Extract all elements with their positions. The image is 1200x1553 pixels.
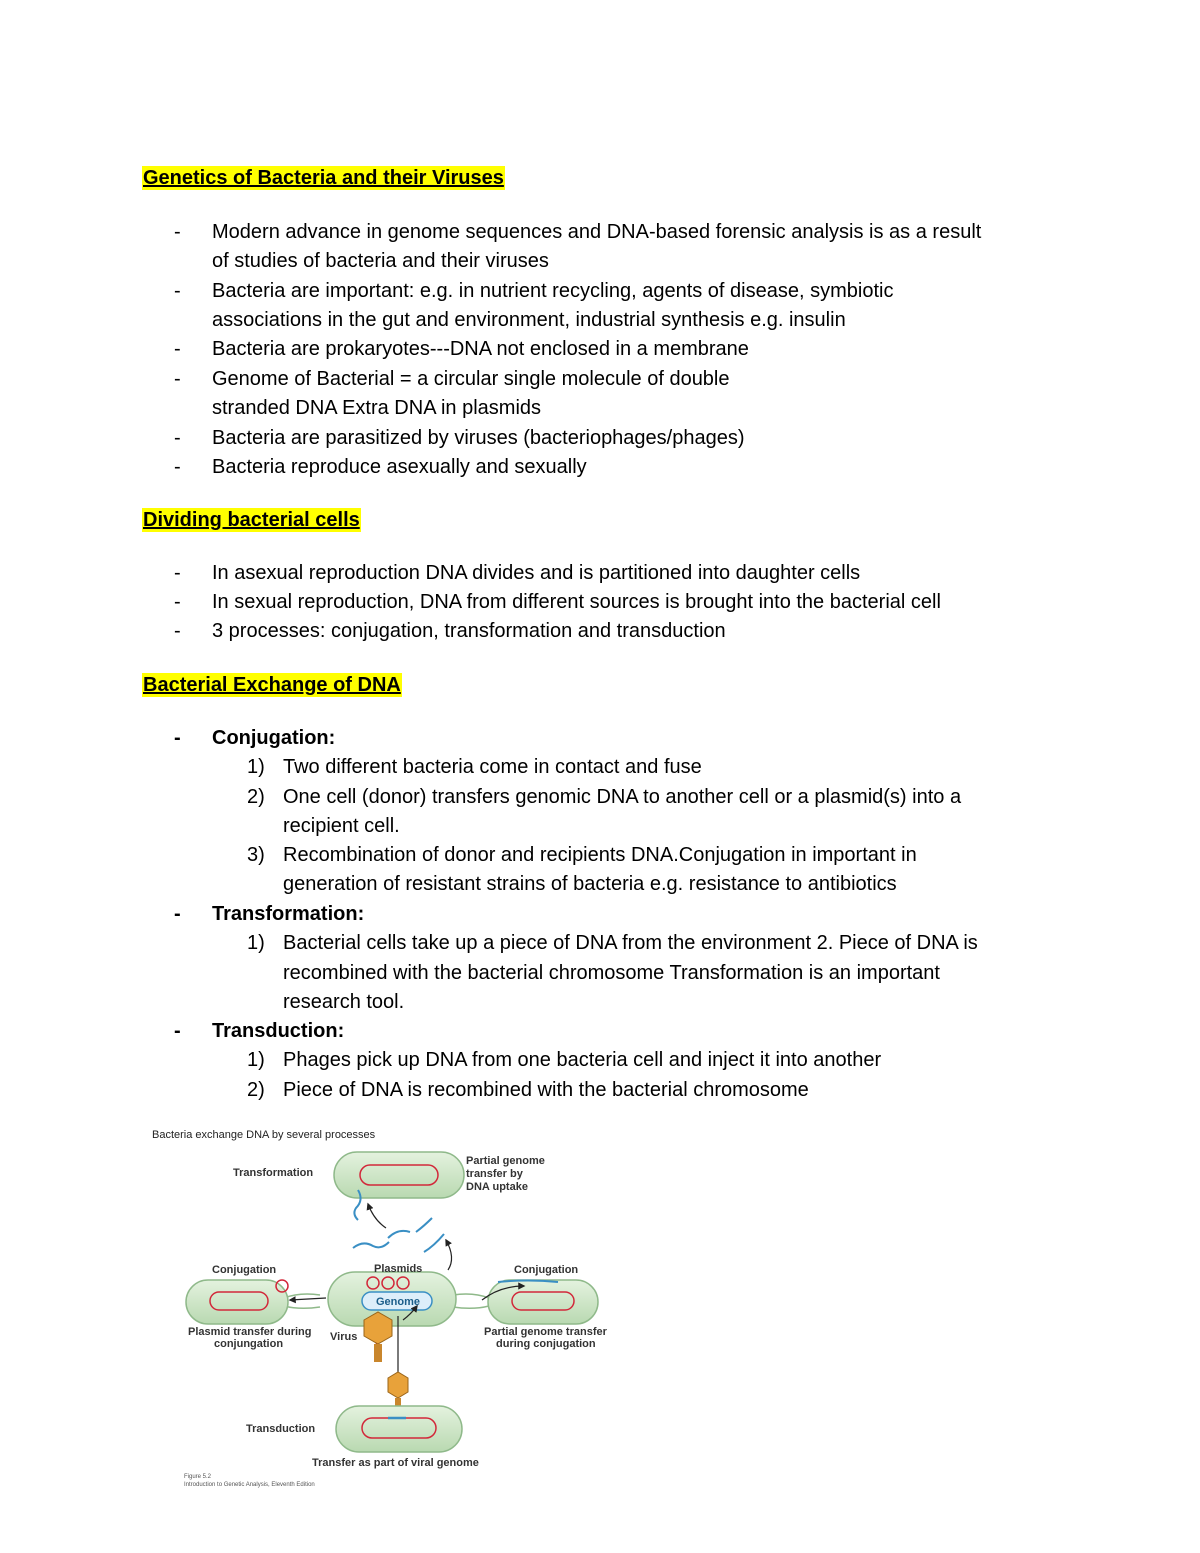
transduction-label: Transduction: xyxy=(212,1020,345,1042)
section-heading-genetics: Genetics of Bacteria and their Viruses xyxy=(143,167,504,189)
list-item: research tool. xyxy=(283,991,405,1013)
plasmid-transfer-label: Plasmid transfer during xyxy=(188,1326,312,1338)
figure-caption: Introduction to Genetic Analysis, Eleventh Edition xyxy=(184,1482,315,1488)
list-number: 1) xyxy=(247,756,265,778)
bullet-dash: - xyxy=(174,427,181,449)
bullet-text: of studies of bacteria and their viruses xyxy=(212,250,549,272)
conjugation-label: Conjugation: xyxy=(212,727,336,749)
bullet-text: Bacteria are prokaryotes---DNA not enclosed in a membrane xyxy=(212,338,749,360)
list-number: 1) xyxy=(247,1049,265,1071)
uptake-label: Partial genome xyxy=(466,1155,545,1167)
bullet-dash: - xyxy=(174,368,181,390)
bullet-dash: - xyxy=(174,903,181,925)
virus-label: Virus xyxy=(330,1331,358,1343)
bacterial-cell-left xyxy=(186,1280,288,1324)
list-number: 2) xyxy=(247,1079,265,1101)
plasmids-label: Plasmids xyxy=(374,1263,423,1275)
conjugation-bridge xyxy=(453,1294,489,1308)
partial-conj-label: Partial genome transfer xyxy=(484,1326,607,1338)
phage-tail-icon xyxy=(374,1344,382,1362)
list-item: Phages pick up DNA from one bacteria cell and inject it into another xyxy=(283,1049,882,1071)
bullet-text: stranded DNA Extra DNA in plasmids xyxy=(212,397,542,419)
list-item: recombined with the bacterial chromosome Transformation is an important xyxy=(283,962,940,984)
bullet-dash: - xyxy=(174,727,181,749)
transformation-fig-label: Transformation xyxy=(233,1167,314,1179)
bullet-text: Bacteria are parasitized by viruses (bacteriophages/phages) xyxy=(212,427,745,449)
bullet-text: Modern advance in genome sequences and DNA-based forensic analysis is as a result xyxy=(212,221,982,243)
uptake-label: DNA uptake xyxy=(466,1181,528,1193)
bullet-text: In asexual reproduction DNA divides and is partitioned into daughter cells xyxy=(212,562,861,584)
list-item: Two different bacteria come in contact and fuse xyxy=(283,756,702,778)
list-number: 2) xyxy=(247,786,265,808)
bacterial-cell-right xyxy=(488,1280,598,1324)
list-item: One cell (donor) transfers genomic DNA to another cell or a plasmid(s) into a xyxy=(283,786,962,808)
dna-fragment xyxy=(388,1231,410,1238)
dna-fragment xyxy=(353,1242,389,1248)
list-item: Recombination of donor and recipients DNA.Conjugation in important in xyxy=(283,844,917,866)
genome-label: Genome xyxy=(376,1296,421,1308)
bullet-text: In sexual reproduction, DNA from different sources is brought into the bacterial cell xyxy=(212,591,941,613)
list-number: 1) xyxy=(247,932,265,954)
bullet-dash: - xyxy=(174,1020,181,1042)
viral-genome-label: Transfer as part of viral genome xyxy=(312,1457,479,1469)
figure-caption: Figure 5.2 xyxy=(184,1474,212,1480)
conjugation-left-label: Conjugation xyxy=(212,1264,277,1276)
bullet-dash: - xyxy=(174,456,181,478)
partial-conj-label: during conjugation xyxy=(496,1338,596,1350)
list-item: Piece of DNA is recombined with the bacterial chromosome xyxy=(283,1079,809,1101)
bullet-text: Bacteria are important: e.g. in nutrient recycling, agents of disease, symbiotic xyxy=(212,280,894,302)
list-item: recipient cell. xyxy=(283,815,400,837)
bullet-dash: - xyxy=(174,338,181,360)
bullet-text: Genome of Bacterial = a circular single molecule of double xyxy=(212,368,730,390)
bullet-text: associations in the gut and environment, industrial synthesis e.g. insulin xyxy=(212,309,846,331)
arrow xyxy=(368,1204,386,1228)
bullet-dash: - xyxy=(174,221,181,243)
list-item: Bacterial cells take up a piece of DNA from the environment 2. Piece of DNA is xyxy=(283,932,978,954)
dna-fragment xyxy=(424,1234,444,1252)
conjugation-right-label: Conjugation xyxy=(514,1264,579,1276)
list-number: 3) xyxy=(247,844,265,866)
dna-exchange-figure xyxy=(148,1120,628,1500)
transduction-fig-label: Transduction xyxy=(246,1423,316,1435)
plasmid-transfer-label: conjungation xyxy=(214,1338,284,1350)
phage-head-icon xyxy=(388,1372,408,1398)
bullet-dash: - xyxy=(174,562,181,584)
section-heading-dividing: Dividing bacterial cells xyxy=(143,509,360,531)
bullet-dash: - xyxy=(174,620,181,642)
uptake-label: transfer by xyxy=(466,1168,523,1180)
figure-title: Bacteria exchange DNA by several processes xyxy=(152,1129,376,1141)
conjugation-bridge xyxy=(284,1294,320,1308)
bullet-dash: - xyxy=(174,280,181,302)
bacterial-cell-top xyxy=(334,1152,464,1198)
bullet-text: Bacteria reproduce asexually and sexually xyxy=(212,456,587,478)
arrow xyxy=(290,1298,326,1300)
bullet-dash: - xyxy=(174,591,181,613)
section-heading-exchange: Bacterial Exchange of DNA xyxy=(143,674,401,696)
bacterial-cell-bottom xyxy=(336,1406,462,1452)
bullet-text: 3 processes: conjugation, transformation and transduction xyxy=(212,620,726,642)
arrow xyxy=(446,1240,452,1270)
dna-fragment xyxy=(416,1218,432,1232)
transformation-label: Transformation: xyxy=(212,903,365,925)
list-item: generation of resistant strains of bacteria e.g. resistance to antibiotics xyxy=(283,873,897,895)
